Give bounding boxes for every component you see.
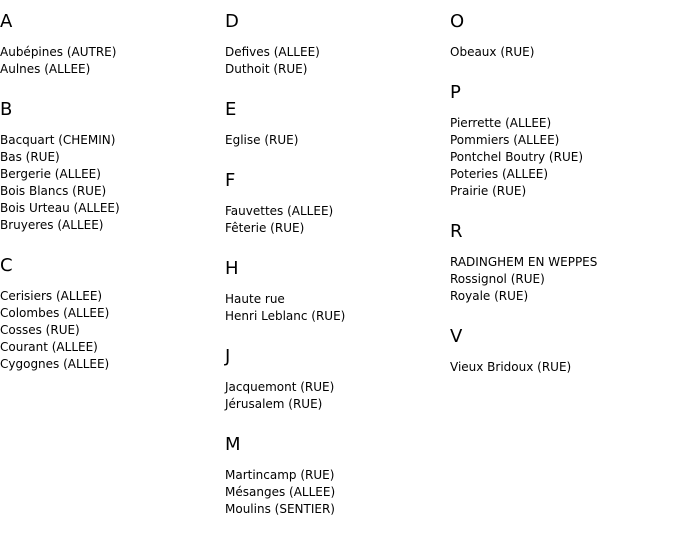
street-item xyxy=(0,61,225,78)
letter-heading: J xyxy=(225,346,231,367)
street-link[interactable]: RADINGHEM EN WEPPES xyxy=(450,255,598,269)
street-index-column-1 xyxy=(0,10,225,393)
street-link[interactable]: Cosses (RUE) xyxy=(0,323,80,337)
street-link[interactable]: Prairie (RUE) xyxy=(450,184,527,198)
letter-group-a xyxy=(0,10,225,78)
street-item xyxy=(0,339,225,356)
letter-heading: E xyxy=(225,99,237,120)
street-link[interactable]: Eglise (RUE) xyxy=(225,133,299,147)
street-list xyxy=(225,379,450,413)
letter-group-d xyxy=(225,10,450,78)
street-list xyxy=(0,132,225,234)
street-list xyxy=(225,203,450,237)
street-list xyxy=(450,359,675,376)
street-item xyxy=(225,44,450,61)
letter-heading: D xyxy=(225,11,239,32)
street-item xyxy=(450,132,675,149)
street-link[interactable]: Rossignol (RUE) xyxy=(450,272,545,286)
street-item xyxy=(0,149,225,166)
street-item xyxy=(0,305,225,322)
street-item xyxy=(225,291,450,308)
street-list xyxy=(225,44,450,78)
street-item xyxy=(225,203,450,220)
street-item xyxy=(450,288,675,305)
street-link[interactable]: Bois Urteau (ALLEE) xyxy=(0,201,120,215)
street-item xyxy=(225,467,450,484)
street-link[interactable]: Aulnes (ALLEE) xyxy=(0,62,91,76)
street-item xyxy=(450,359,675,376)
street-item xyxy=(225,501,450,518)
street-list xyxy=(225,291,450,325)
street-item xyxy=(0,322,225,339)
street-link[interactable]: Pontchel Boutry (RUE) xyxy=(450,150,583,164)
street-item xyxy=(450,115,675,132)
street-item xyxy=(0,44,225,61)
letter-group-c xyxy=(0,254,225,373)
street-link[interactable]: Obeaux (RUE) xyxy=(450,45,535,59)
letter-group-o xyxy=(450,10,675,61)
letter-group-p xyxy=(450,81,675,200)
street-item xyxy=(225,484,450,501)
street-item xyxy=(450,166,675,183)
street-item xyxy=(225,379,450,396)
letter-heading: R xyxy=(450,221,463,242)
street-list xyxy=(0,44,225,78)
street-link[interactable]: Cygognes (ALLEE) xyxy=(0,357,110,371)
street-link[interactable]: Colombes (ALLEE) xyxy=(0,306,110,320)
street-item xyxy=(450,44,675,61)
street-item xyxy=(0,166,225,183)
street-link[interactable]: Defives (ALLEE) xyxy=(225,45,320,59)
street-link[interactable]: Haute rue xyxy=(225,292,285,306)
street-link[interactable]: Bacquart (CHEMIN) xyxy=(0,133,116,147)
street-link[interactable]: Cerisiers (ALLEE) xyxy=(0,289,103,303)
street-item xyxy=(0,200,225,217)
street-item xyxy=(450,254,675,271)
street-link[interactable]: Pierrette (ALLEE) xyxy=(450,116,552,130)
letter-group-j xyxy=(225,345,450,413)
street-index-column-3 xyxy=(450,10,675,396)
street-link[interactable]: Royale (RUE) xyxy=(450,289,529,303)
letter-group-e xyxy=(225,98,450,149)
street-index-column-2 xyxy=(225,10,450,538)
street-link[interactable]: Bois Blancs (RUE) xyxy=(0,184,107,198)
street-item xyxy=(0,183,225,200)
street-item xyxy=(450,183,675,200)
street-item xyxy=(450,149,675,166)
street-list xyxy=(225,467,450,518)
street-link[interactable]: Vieux Bridoux (RUE) xyxy=(450,360,572,374)
letter-heading: F xyxy=(225,170,236,191)
letter-group-v xyxy=(450,325,675,376)
street-link[interactable]: Fêterie (RUE) xyxy=(225,221,305,235)
street-item xyxy=(225,132,450,149)
letter-heading: A xyxy=(0,11,13,32)
letter-group-f xyxy=(225,169,450,237)
letter-heading: O xyxy=(450,11,465,32)
street-item xyxy=(450,271,675,288)
street-link[interactable]: Aubépines (AUTRE) xyxy=(0,45,117,59)
street-item xyxy=(225,220,450,237)
letter-group-h xyxy=(225,257,450,325)
street-item xyxy=(0,132,225,149)
street-link[interactable]: Bergerie (ALLEE) xyxy=(0,167,101,181)
street-list xyxy=(225,132,450,149)
street-link[interactable]: Courant (ALLEE) xyxy=(0,340,98,354)
street-item xyxy=(225,308,450,325)
street-item xyxy=(0,288,225,305)
street-link[interactable]: Mésanges (ALLEE) xyxy=(225,485,336,499)
street-link[interactable]: Henri Leblanc (RUE) xyxy=(225,309,346,323)
letter-heading: P xyxy=(450,82,461,103)
letter-heading: B xyxy=(0,99,13,120)
street-item xyxy=(225,396,450,413)
street-list xyxy=(0,288,225,373)
letter-heading: M xyxy=(225,434,241,455)
letter-group-r xyxy=(450,220,675,305)
street-link[interactable]: Bruyeres (ALLEE) xyxy=(0,218,104,232)
street-link[interactable]: Pommiers (ALLEE) xyxy=(450,133,560,147)
street-item xyxy=(0,356,225,373)
street-link[interactable]: Jérusalem (RUE) xyxy=(225,397,323,411)
street-link[interactable]: Martincamp (RUE) xyxy=(225,468,335,482)
letter-group-m xyxy=(225,433,450,518)
street-item xyxy=(225,61,450,78)
street-link[interactable]: Duthoit (RUE) xyxy=(225,62,308,76)
street-link[interactable]: Poteries (ALLEE) xyxy=(450,167,549,181)
letter-heading: V xyxy=(450,326,463,347)
letter-group-b xyxy=(0,98,225,234)
street-item xyxy=(0,217,225,234)
street-list xyxy=(450,115,675,200)
letter-heading: H xyxy=(225,258,239,279)
street-link[interactable]: Bas (RUE) xyxy=(0,150,60,164)
street-list xyxy=(450,254,675,305)
street-list xyxy=(450,44,675,61)
letter-heading: C xyxy=(0,255,13,276)
street-link[interactable]: Jacquemont (RUE) xyxy=(225,380,335,394)
street-link[interactable]: Moulins (SENTIER) xyxy=(225,502,335,516)
street-link[interactable]: Fauvettes (ALLEE) xyxy=(225,204,334,218)
